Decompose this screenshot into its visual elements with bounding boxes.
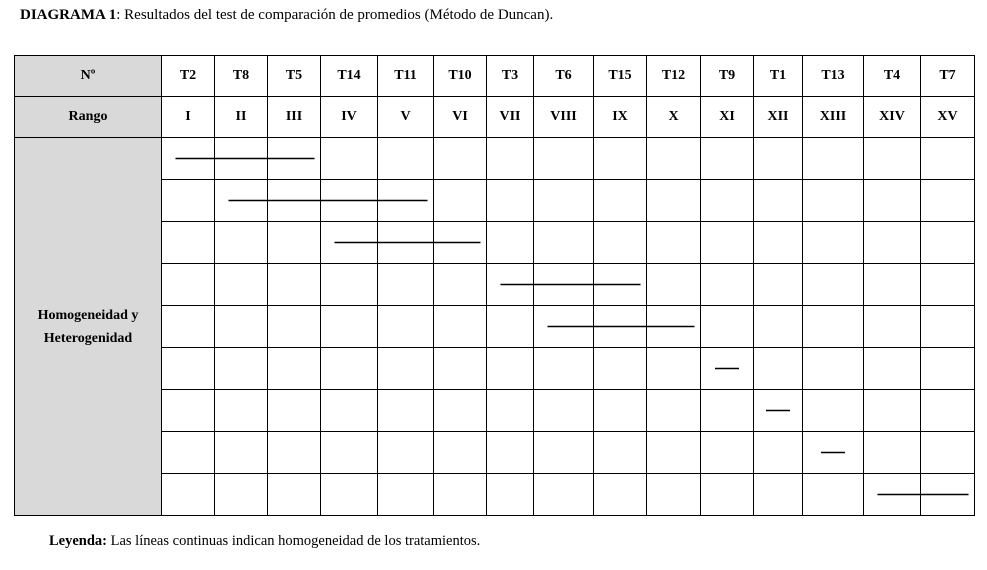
- grid-cell: [701, 432, 754, 474]
- rank-cell: XV: [921, 97, 975, 138]
- grid-cell: [534, 306, 594, 348]
- treatment-cell: T13: [803, 56, 864, 97]
- treatment-cell: T5: [268, 56, 321, 97]
- rank-cell: IX: [594, 97, 647, 138]
- grid-cell: [162, 432, 215, 474]
- grid-cell: [487, 306, 534, 348]
- grid-cell: [921, 264, 975, 306]
- grid-cell: [321, 306, 378, 348]
- diagram-caption: [20, 7, 553, 24]
- grid-cell: [487, 222, 534, 264]
- homogeneity-body: [15, 138, 975, 516]
- grid-cell: [864, 180, 921, 222]
- grid-cell: [162, 390, 215, 432]
- grid-cell: [534, 390, 594, 432]
- header-rango: Rango: [15, 97, 162, 138]
- grid-cell: [701, 306, 754, 348]
- rank-cell: X: [647, 97, 701, 138]
- grid-cell: [647, 306, 701, 348]
- grid-cell: [378, 432, 434, 474]
- treatment-cell: T10: [434, 56, 487, 97]
- grid-cell: [594, 474, 647, 516]
- duncan-table: [14, 55, 975, 516]
- grid-cell: [864, 432, 921, 474]
- grid-cell: [268, 474, 321, 516]
- grid-cell: [321, 180, 378, 222]
- treatment-cell: T9: [701, 56, 754, 97]
- grid-cell: [647, 348, 701, 390]
- grid-cell: [864, 222, 921, 264]
- treatment-cell: T3: [487, 56, 534, 97]
- grid-cell: [594, 180, 647, 222]
- caption-label: DIAGRAMA 1: [20, 7, 117, 23]
- grid-cell: [864, 306, 921, 348]
- grid-cell: [803, 180, 864, 222]
- grid-cell: [215, 138, 268, 180]
- grid-cell: [434, 264, 487, 306]
- grid-cell: [434, 180, 487, 222]
- grid-cell: [803, 348, 864, 390]
- grid-cell: [647, 474, 701, 516]
- grid-cell: [215, 180, 268, 222]
- grid-cell: [534, 348, 594, 390]
- grid-cell: [803, 390, 864, 432]
- grid-cell: [487, 474, 534, 516]
- grid-cell: [534, 474, 594, 516]
- grid-cell: [864, 348, 921, 390]
- grid-cell: [162, 222, 215, 264]
- grid-cell: [594, 138, 647, 180]
- grid-cell: [803, 138, 864, 180]
- grid-cell: [268, 222, 321, 264]
- grid-cell: [701, 390, 754, 432]
- grid-cell: [534, 264, 594, 306]
- grid-cell: [215, 306, 268, 348]
- grid-cell: [321, 222, 378, 264]
- grid-cell: [378, 138, 434, 180]
- grid-cell: [434, 390, 487, 432]
- grid-cell: [594, 306, 647, 348]
- grid-cell: [162, 264, 215, 306]
- rank-cell: XIII: [803, 97, 864, 138]
- grid-cell: [647, 264, 701, 306]
- rank-row: [15, 97, 975, 138]
- grid-cell: [434, 222, 487, 264]
- grid-cell: [378, 180, 434, 222]
- grid-cell: [864, 264, 921, 306]
- grid-cell: [434, 138, 487, 180]
- homogeneity-row: [15, 138, 975, 180]
- grid-cell: [378, 264, 434, 306]
- grid-cell: [803, 474, 864, 516]
- row-label-line2: Heterogenidad: [43, 330, 133, 346]
- grid-cell: [321, 138, 378, 180]
- grid-cell: [701, 264, 754, 306]
- grid-cell: [803, 222, 864, 264]
- grid-cell: [921, 138, 975, 180]
- grid-cell: [754, 474, 803, 516]
- rank-cell: I: [162, 97, 215, 138]
- grid-cell: [534, 138, 594, 180]
- grid-cell: [647, 432, 701, 474]
- rank-cell: IV: [321, 97, 378, 138]
- grid-cell: [378, 348, 434, 390]
- grid-cell: [647, 390, 701, 432]
- grid-cell: [215, 222, 268, 264]
- grid-cell: [487, 432, 534, 474]
- grid-cell: [754, 432, 803, 474]
- treatment-cell: T14: [321, 56, 378, 97]
- rank-cell: V: [378, 97, 434, 138]
- treatment-cell: T11: [378, 56, 434, 97]
- grid-cell: [378, 474, 434, 516]
- grid-cell: [268, 264, 321, 306]
- grid-cell: [487, 264, 534, 306]
- treatment-cell: T8: [215, 56, 268, 97]
- grid-cell: [268, 390, 321, 432]
- grid-cell: [434, 306, 487, 348]
- legend: [49, 533, 480, 550]
- grid-cell: [162, 138, 215, 180]
- rank-cell: VI: [434, 97, 487, 138]
- treatment-cell: T6: [534, 56, 594, 97]
- grid-cell: [268, 432, 321, 474]
- grid-cell: [921, 390, 975, 432]
- treatment-cell: T15: [594, 56, 647, 97]
- grid-cell: [215, 432, 268, 474]
- grid-cell: [434, 474, 487, 516]
- grid-cell: [701, 474, 754, 516]
- grid-cell: [754, 348, 803, 390]
- rank-cell: XI: [701, 97, 754, 138]
- grid-cell: [321, 264, 378, 306]
- grid-cell: [921, 474, 975, 516]
- grid-cell: [162, 180, 215, 222]
- grid-cell: [434, 348, 487, 390]
- grid-cell: [378, 306, 434, 348]
- grid-cell: [268, 348, 321, 390]
- grid-cell: [268, 180, 321, 222]
- grid-cell: [268, 306, 321, 348]
- grid-cell: [162, 306, 215, 348]
- grid-cell: [534, 432, 594, 474]
- grid-cell: [803, 432, 864, 474]
- grid-cell: [487, 180, 534, 222]
- grid-cell: [594, 222, 647, 264]
- rank-cell: III: [268, 97, 321, 138]
- grid-cell: [321, 348, 378, 390]
- grid-cell: [321, 474, 378, 516]
- grid-cell: [534, 222, 594, 264]
- grid-cell: [701, 348, 754, 390]
- grid-cell: [321, 432, 378, 474]
- grid-cell: [754, 306, 803, 348]
- grid-cell: [215, 348, 268, 390]
- grid-cell: [215, 264, 268, 306]
- grid-cell: [162, 474, 215, 516]
- grid-cell: [754, 222, 803, 264]
- grid-cell: [921, 180, 975, 222]
- rank-cell: XIV: [864, 97, 921, 138]
- grid-cell: [754, 180, 803, 222]
- treatment-cell: T7: [921, 56, 975, 97]
- rank-cell: VII: [487, 97, 534, 138]
- grid-cell: [754, 138, 803, 180]
- grid-cell: [864, 138, 921, 180]
- grid-cell: [594, 390, 647, 432]
- grid-cell: [921, 222, 975, 264]
- treatment-row: [15, 56, 975, 97]
- rank-cell: XII: [754, 97, 803, 138]
- treatment-cell: T12: [647, 56, 701, 97]
- caption-text: : Resultados del test de comparación de promedios (Método de Duncan).: [116, 7, 554, 23]
- grid-cell: [378, 390, 434, 432]
- grid-cell: [921, 306, 975, 348]
- grid-cell: [268, 138, 321, 180]
- grid-cell: [921, 348, 975, 390]
- grid-cell: [594, 264, 647, 306]
- grid-cell: [754, 264, 803, 306]
- legend-label: Leyenda:: [49, 533, 107, 549]
- legend-text: Las líneas continuas indican homogeneidad de los tratamientos.: [107, 533, 481, 549]
- grid-cell: [534, 180, 594, 222]
- grid-cell: [647, 222, 701, 264]
- grid-cell: [803, 306, 864, 348]
- grid-cell: [701, 138, 754, 180]
- rank-cell: II: [215, 97, 268, 138]
- treatment-cell: T4: [864, 56, 921, 97]
- grid-cell: [803, 264, 864, 306]
- grid-cell: [594, 432, 647, 474]
- grid-cell: [434, 432, 487, 474]
- grid-cell: [162, 348, 215, 390]
- header-no: Nº: [15, 56, 162, 97]
- grid-cell: [701, 180, 754, 222]
- grid-cell: [647, 180, 701, 222]
- row-label-homogeneity: [15, 138, 162, 516]
- grid-cell: [594, 348, 647, 390]
- grid-cell: [215, 474, 268, 516]
- grid-cell: [321, 390, 378, 432]
- rank-cell: VIII: [534, 97, 594, 138]
- grid-cell: [378, 222, 434, 264]
- grid-cell: [754, 390, 803, 432]
- grid-cell: [864, 390, 921, 432]
- treatment-cell: T1: [754, 56, 803, 97]
- grid-cell: [487, 348, 534, 390]
- grid-cell: [487, 138, 534, 180]
- grid-cell: [487, 390, 534, 432]
- grid-cell: [921, 432, 975, 474]
- grid-cell: [215, 390, 268, 432]
- row-label-line1: Homogeneidad y: [37, 307, 139, 323]
- treatment-cell: T2: [162, 56, 215, 97]
- grid-cell: [647, 138, 701, 180]
- grid-cell: [864, 474, 921, 516]
- grid-cell: [701, 222, 754, 264]
